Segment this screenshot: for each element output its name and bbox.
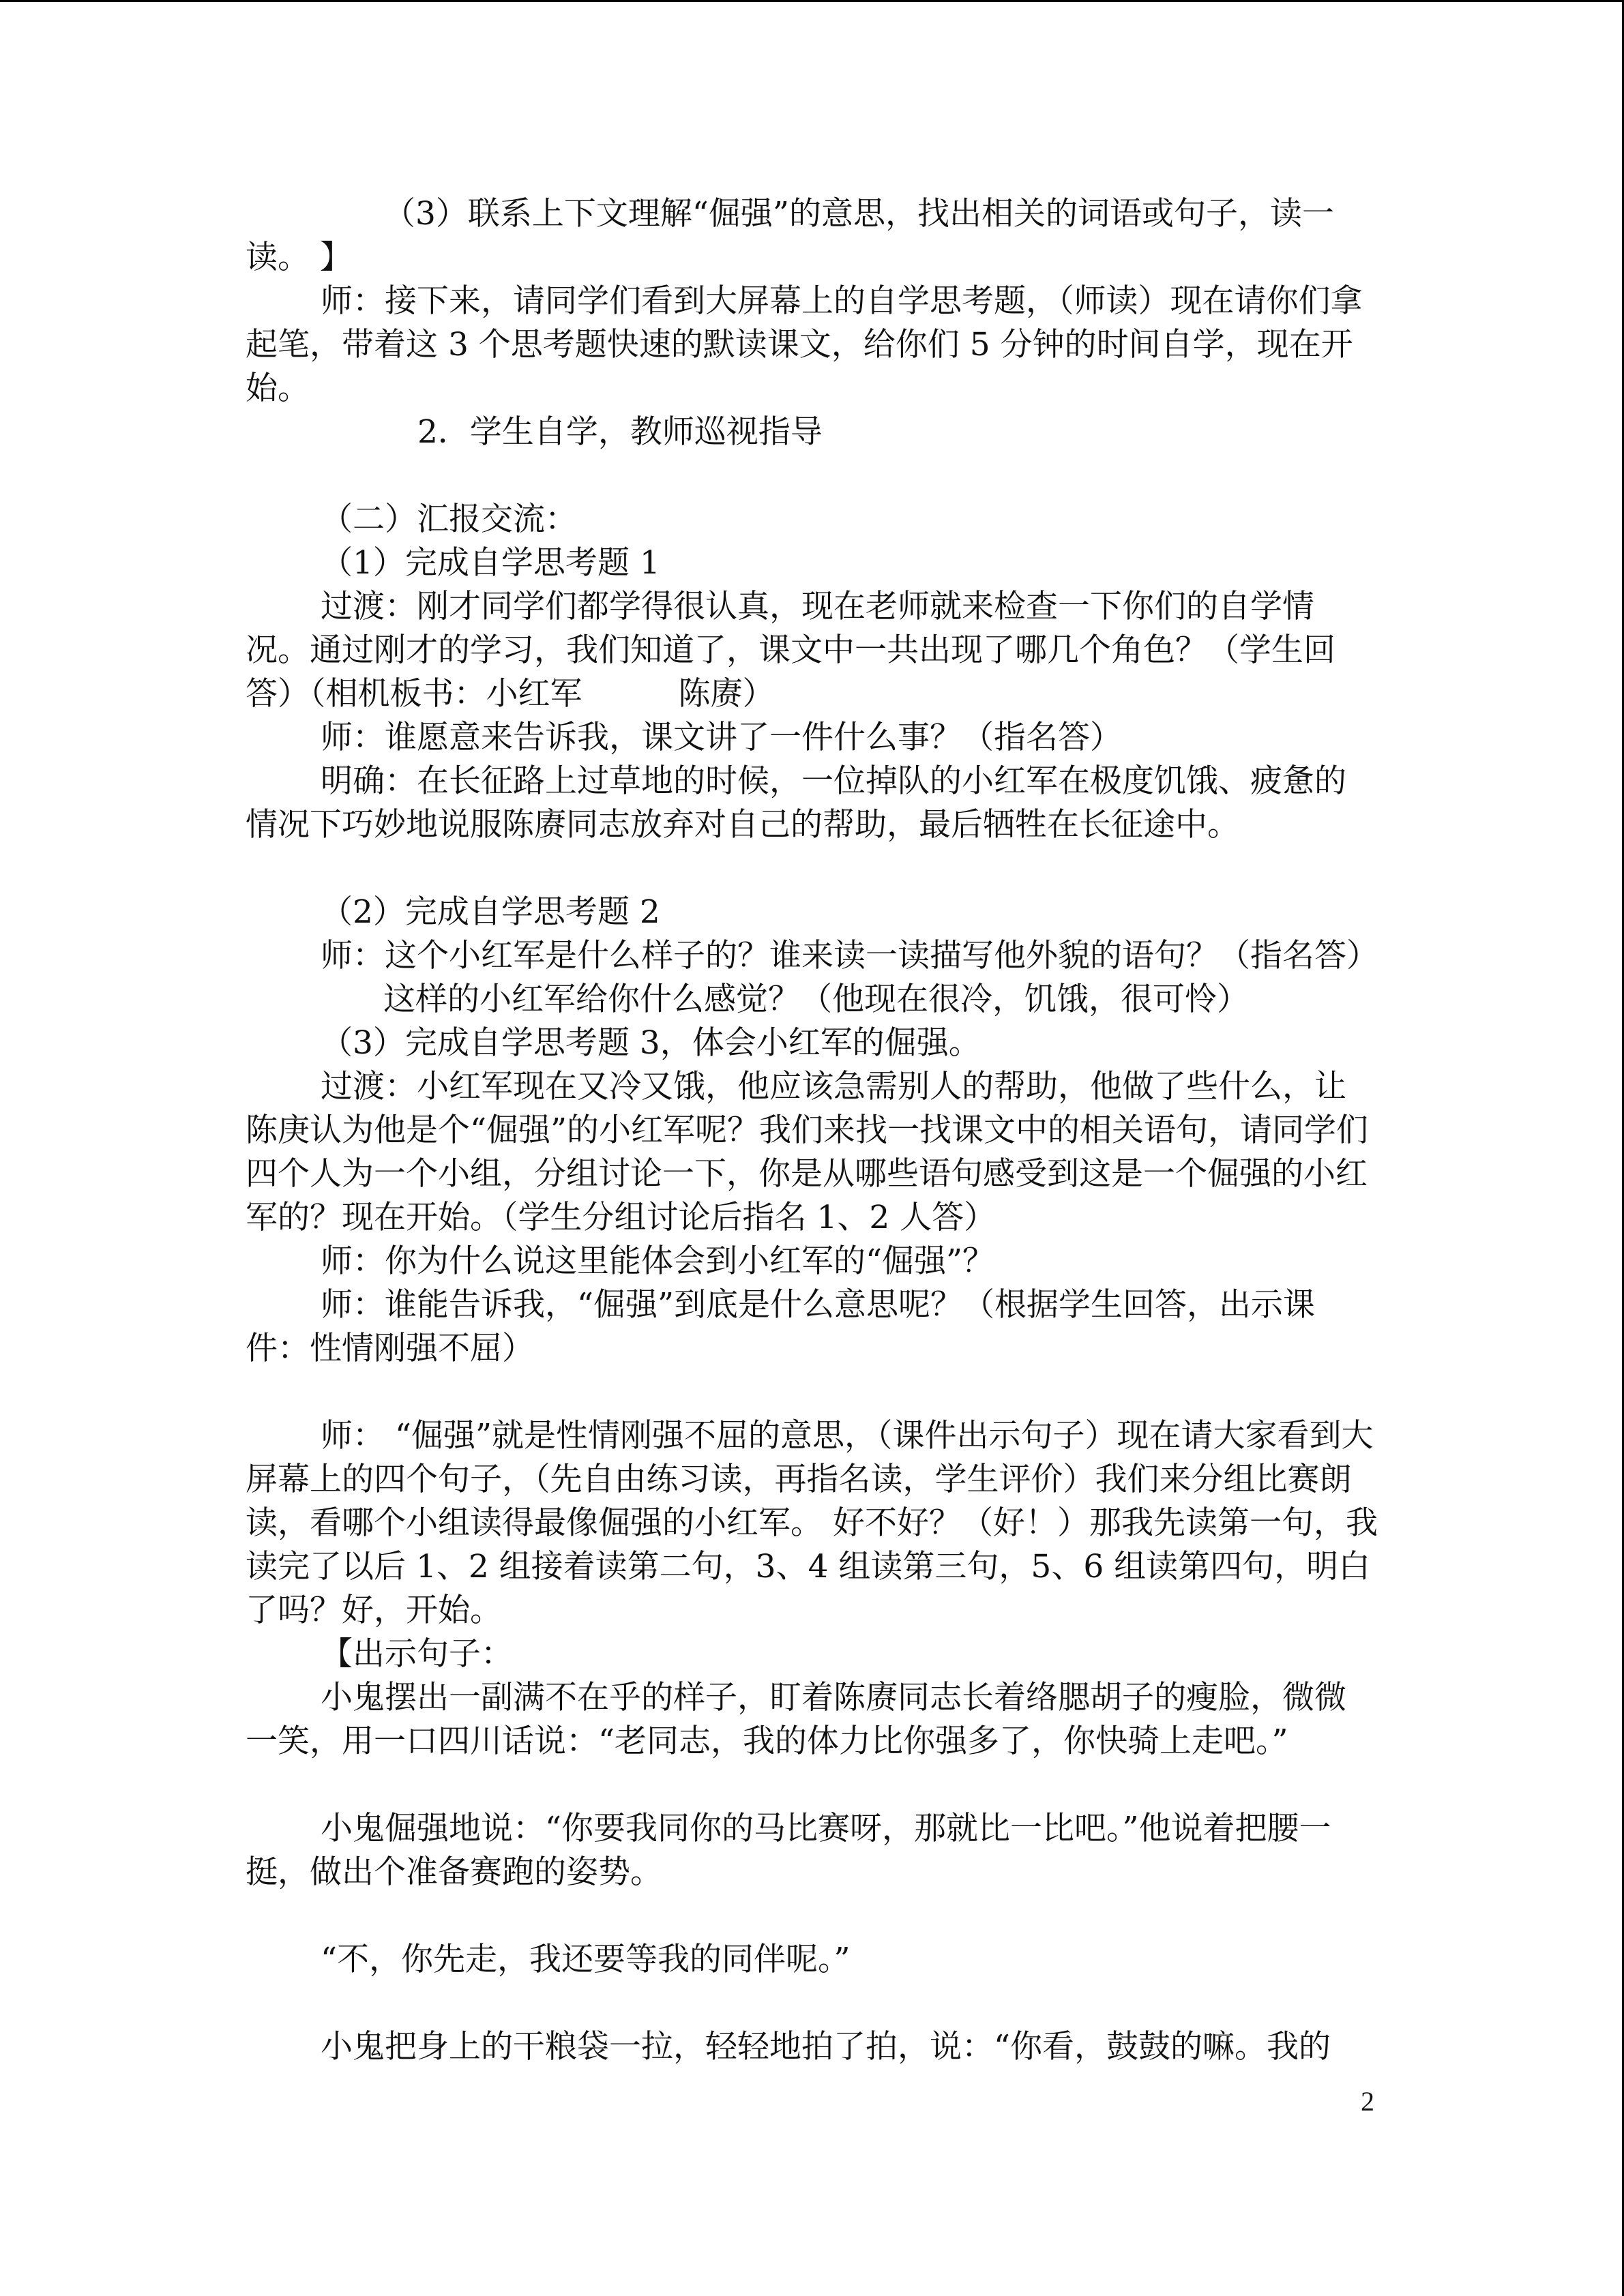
paragraph: 明确：在长征路上过草地的时候，一位掉队的小红军在极度饥饿、疲惫的情况下巧妙地说服陈赓同志放弃对自己的帮助，最后牺牲在长征途中。 [246,762,1346,844]
section-heading: （二）汇报交流： [321,501,577,538]
subheading: （3）完成自学思考题 3，体会小红军的倔强。 [321,1024,981,1062]
paragraph: 师：你为什么说这里能体会到小红军的“倔强”？ [321,1242,995,1280]
paragraph: 师：这个小红军是什么样子的？谁来读一读描写他外貌的语句？（指名答） [321,937,1378,974]
paragraph: 这样的小红军给你什么感觉？（他现在很冷，饥饿，很可怜） [383,981,1249,1018]
spacer [246,1982,1378,2025]
quote-sentence: 小鬼倔强地说：“你要我同你的马比赛呀，那就比一比吧。”他说着把腰一挺，做出个准备赛跑的姿势。 [246,1810,1331,1891]
spacer [246,1763,1378,1807]
subheading: （1）完成自学思考题 1 [321,544,660,582]
paragraph: 师：谁能告诉我，“倔强”到底是什么意思呢？（根据学生回答，出示课件：性情刚强不屈） [246,1286,1316,1367]
page-number: 2 [1361,2086,1374,2117]
spacer [246,454,1378,498]
spacer [246,847,1378,891]
paragraph: （3）联系上下文理解“倔强”的意思，找出相关的词语或句子，读一读。 】 [246,195,1334,276]
paragraph: 师：接下来，请同学们看到大屏幕上的自学思考题，（师读）现在请你们拿起笔，带着这 3 个思考题快速的默读课文，给你们 5 分钟的时间自学，现在开始。 [246,282,1363,407]
quote-sentence: 小鬼摆出一副满不在乎的样子，盯着陈赓同志长着络腮胡子的瘦脸，微微一笑，用一口四川话说：“老同志，我的体力比你强多了，你快骑上走吧。” [246,1679,1346,1760]
spacer [246,1371,1378,1414]
paragraph: 师： “倔强”就是性情刚强不屈的意思，（课件出示句子）现在请大家看到大屏幕上的四个句子，（先自由练习读，再指名读，学生评价）我们来分组比赛朗读，看哪个小组读得最像倔强的小红军。 好不好？（好！）那我先读第一句，我读完了以后 1、2 组接着读第二句，3、4 组读第三句，5、6 组读第四句，明白了吗？好，开始。 [246,1417,1378,1629]
paragraph: 过渡：刚才同学们都学得很认真，现在老师就来检查一下你们的自学情况。通过刚才的学习，我们知道了，课文中一共出现了哪几个角色？（学生回答）（相机板书：小红军 陈赓） [246,588,1335,713]
spacer [246,1894,1378,1938]
paragraph: 【出示句子： [321,1635,513,1673]
paragraph: 过渡：小红军现在又冷又饿，他应该急需别人的帮助，他做了些什么，让陈庚认为他是个“倔强”的小红军呢？我们来找一找课文中的相关语句，请同学们四个人为一个小组，分组讨论一下，你是从哪些语句感受到这是一个倔强的小红军的？现在开始。（学生分组讨论后指名 1、2 人答） [246,1068,1369,1236]
subheading: （2）完成自学思考题 2 [321,893,660,931]
page-border-top [0,0,1624,2]
quote-sentence: 小鬼把身上的干粮袋一拉，轻轻地拍了拍，说：“你看，鼓鼓的嘛。我的 [321,2028,1331,2066]
quote-sentence: “不，你先走，我还要等我的同伴呢。” [321,1941,851,1978]
subheading: 2．学生自学，教师巡视指导 [417,413,823,451]
paragraph: 师：谁愿意来告诉我，课文讲了一件什么事？（指名答） [321,719,1122,756]
document-body [246,192,1378,2069]
